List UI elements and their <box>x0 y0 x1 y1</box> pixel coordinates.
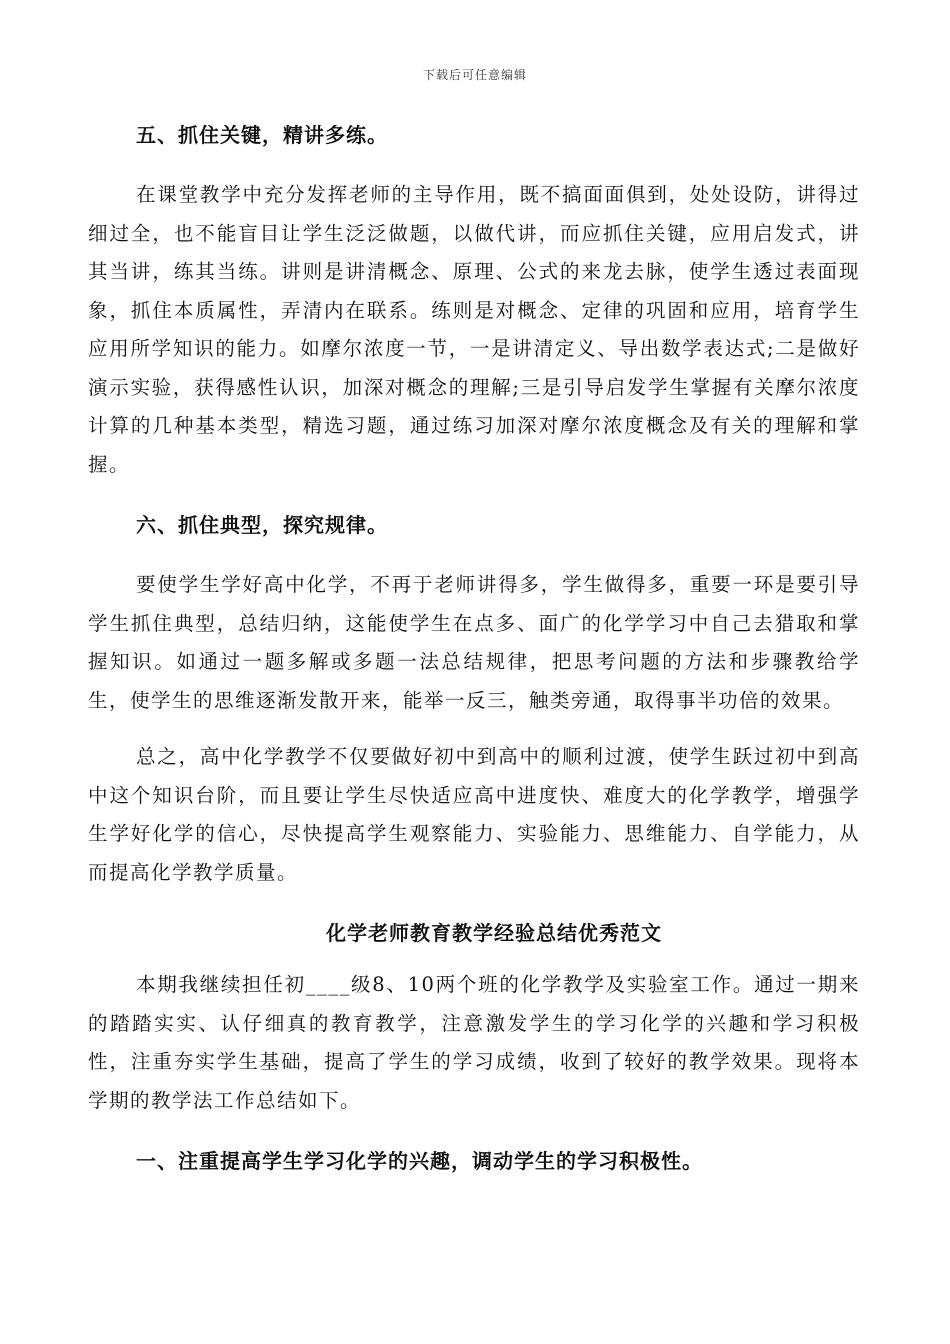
article-intro-paragraph: 本期我继续担任初____级8、10两个班的化学教学及实验室工作。通过一期来的踏踏实实、认仔细真的教育教学，注意激发学生的学习化学的兴趣和学习积极性，注重夯实学生基础，提高了学生的学习成绩，收到了较好的教学效果。现将本学期的教学法工作总结如下。 <box>88 973 860 1112</box>
section-heading-5: 五、抓住关键，精讲多练。 <box>136 123 388 147</box>
page-header-note: 下载后可任意编辑 <box>422 68 527 82</box>
document-body <box>88 112 860 1202</box>
section-heading-6: 六、抓住典型，探究规律。 <box>136 513 388 537</box>
summary-paragraph: 总之，高中化学教学不仅要做好初中到高中的顺利过渡，使学生跃过初中到高中这个知识台阶，而且要让学生尽快适应高中进度快、难度大的化学教学，增强学生学好化学的信心，尽快提高学生观察能力、实验能力、思维能力、自学能力，从而提高化学教学质量。 <box>88 745 860 884</box>
article-heading-1: 一、注重提高学生学习化学的兴趣，调动学生的学习积极性。 <box>136 1149 703 1173</box>
article-title: 化学老师教育教学经验总结优秀范文 <box>326 921 662 945</box>
section-paragraph-5: 在课堂教学中充分发挥老师的主导作用，既不搞面面俱到，处处设防，讲得过细过全，也不能盲目让学生泛泛做题，以做代讲，而应抓住关键，应用启发式，讲其当讲，练其当练。讲则是讲清概念、原理、公式的来龙去脉，使学生透过表面现象，抓住本质属性，弄清内在联系。练则是对概念、定律的巩固和应用，培育学生应用所学知识的能力。如摩尔浓度一节，一是讲清定义、导出数学表达式;二是做好演示实验，获得感性认识，加深对概念的理解;三是引导启发学生掌握有关摩尔浓度计算的几种基本类型，精选习题，通过练习加深对摩尔浓度概念及有关的理解和掌握。 <box>88 183 860 476</box>
section-paragraph-6: 要使学生学好高中化学，不再于老师讲得多，学生做得多，重要一环是要引导学生抓住典型，总结归纳，这能使学生在点多、面广的化学学习中自己去猎取和掌握知识。如通过一题多解或多题一法总结规律，把思考问题的方法和步骤教给学生，使学生的思维逐渐发散开来，能举一反三，触类旁通，取得事半功倍的效果。 <box>88 573 860 712</box>
